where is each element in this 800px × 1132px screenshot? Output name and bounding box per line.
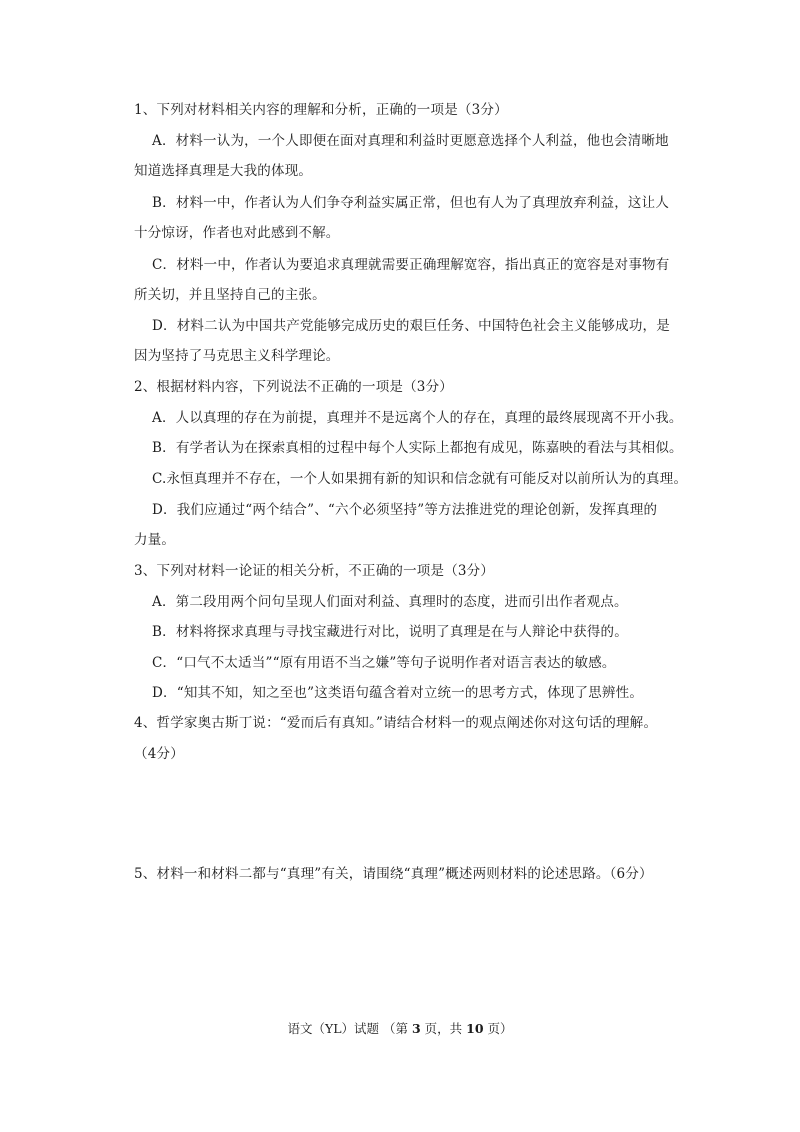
- footer-suffix: 页）: [487, 1021, 513, 1036]
- question-3-option-b: B．材料将探求真理与寻找宝藏进行对比，说明了真理是在与人辩论中获得的。: [152, 624, 628, 640]
- question-5-stem: 5、材料一和材料二都与“真理”有关，请围绕“真理”概述两则材料的论述思路。（6分）: [134, 866, 653, 882]
- question-1-option-c: C．材料一中，作者认为要追求真理就需要正确理解宽容，指出真正的宽容是对事物有: [152, 257, 670, 273]
- question-2-option-a: A．人以真理的存在为前提，真理并不是远离个人的存在，真理的最终展现离不开小我。: [152, 410, 683, 426]
- question-4-points: （4分）: [134, 746, 184, 762]
- question-1-option-c-cont: 所关切，并且坚持自己的主张。: [134, 287, 326, 303]
- question-1-option-a-cont: 知道选择真理是大我的体现。: [134, 163, 313, 179]
- question-2-option-c: C.永恒真理并不存在，一个人如果拥有新的知识和信念就有可能反对以前所认为的真理。: [152, 471, 688, 487]
- question-2-option-d-cont: 力量。: [134, 532, 176, 548]
- question-2-option-b: B．有学者认为在探索真相的过程中每个人实际上都抱有成见，陈嘉映的看法与其相似。: [152, 440, 683, 456]
- footer-total-pages: 10: [466, 1021, 484, 1036]
- question-3-option-c: C．“口气不太适当”“原有用语不当之嫌”等句子说明作者对语言表达的敏感。: [152, 655, 616, 671]
- question-3-option-a: A．第二段用两个问句呈现人们面对利益、真理时的态度，进而引出作者观点。: [152, 594, 628, 610]
- question-1-option-a: A．材料一认为，一个人即便在面对真理和利益时更愿意选择个人利益，他也会清晰地: [152, 133, 669, 149]
- question-2-option-d: D．我们应通过“两个结合”、“六个必须坚持”等方法推进党的理论创新，发挥真理的: [152, 502, 658, 518]
- question-1-option-b-cont: 十分惊讶，作者也对此感到不解。: [134, 225, 340, 241]
- footer-page-number: 3: [411, 1021, 421, 1036]
- page-footer: [0, 1020, 800, 1038]
- footer-middle: 页，共: [424, 1021, 463, 1036]
- question-1-option-b: B．材料一中，作者认为人们争夺利益实属正常，但也有人为了真理放弃利益，这让人: [152, 195, 670, 211]
- question-3-option-d: D．“知其不知，知之至也”这类语句蕴含着对立统一的思考方式，体现了思辨性。: [152, 685, 644, 701]
- question-1-stem: 1、下列对材料相关内容的理解和分析，正确的一项是（3分）: [134, 102, 508, 118]
- question-4-stem: 4、哲学家奥古斯丁说：“爱而后有真知。”请结合材料一的观点阐述你对这句话的理解。: [134, 715, 658, 731]
- question-1-option-d: D．材料二认为中国共产党能够完成历史的艰巨任务、中国特色社会主义能够成功，是: [152, 318, 670, 334]
- question-3-stem: 3、下列对材料一论证的相关分析，不正确的一项是（3分）: [134, 563, 495, 579]
- question-2-stem: 2、根据材料内容，下列说法不正确的一项是（3分）: [134, 379, 453, 395]
- question-1-option-d-cont: 因为坚持了马克思主义科学理论。: [134, 348, 340, 364]
- footer-prefix: 语文（YL）试题 （第: [287, 1021, 408, 1036]
